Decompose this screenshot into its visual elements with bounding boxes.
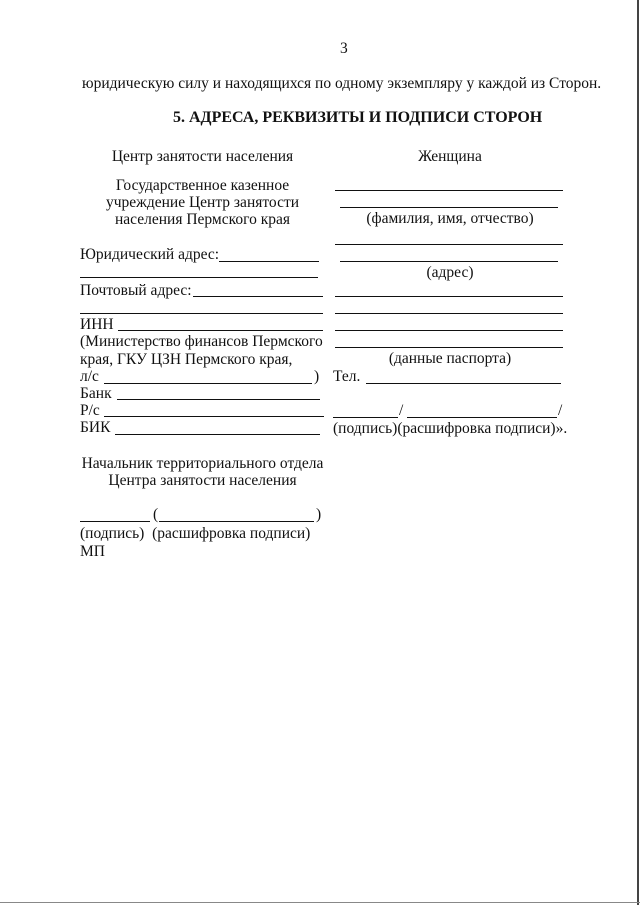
phone-field[interactable] [366, 383, 561, 384]
head-title-line-2: Центра занятости населения [108, 472, 297, 489]
org-name-line-2: учреждение Центр занятости [105, 194, 300, 211]
postal-address-label: Почтовый адрес: [80, 282, 192, 299]
right-sign-caption: (подпись)(расшифровка подписи)». [333, 420, 568, 437]
passport-field-3[interactable] [335, 330, 563, 331]
legal-address-field[interactable] [219, 261, 319, 262]
head-title-line-1: Начальник территориального отдела [81, 455, 324, 472]
ministry-line-1: (Министерство финансов Пермского [80, 333, 323, 350]
slash-2: / [558, 402, 563, 419]
fio-field-1[interactable] [335, 190, 563, 191]
bik-label: БИК [80, 419, 111, 436]
postal-address-field-2[interactable] [80, 313, 323, 314]
page-edge-right [637, 0, 639, 905]
fio-field-2[interactable] [340, 207, 558, 208]
section-title: 5. АДРЕСА, РЕКВИЗИТЫ И ПОДПИСИ СТОРОН [173, 109, 543, 126]
bank-label: Банк [80, 385, 112, 402]
stamp-label: МП [80, 543, 105, 560]
account-label: л/с [80, 368, 99, 385]
passport-field-2[interactable] [335, 313, 563, 314]
inn-label: ИНН [80, 316, 114, 333]
fio-caption: (фамилия, имя, отчество) [366, 210, 534, 227]
page-edge-bottom [0, 902, 640, 903]
inn-field[interactable] [118, 330, 323, 331]
right-signature-field[interactable] [333, 417, 398, 418]
address-field-1[interactable] [335, 244, 563, 245]
passport-caption: (данные паспорта) [388, 350, 512, 367]
account-close-paren: ) [314, 368, 320, 385]
account-field[interactable] [104, 383, 312, 384]
head-signature-decode-field[interactable] [159, 521, 314, 522]
phone-label: Тел. [333, 368, 361, 385]
ministry-line-2: края, ГКУ ЦЗН Пермского края, [80, 351, 293, 368]
bank-field[interactable] [117, 399, 320, 400]
left-heading: Центр занятости населения [111, 148, 294, 165]
org-name-line-3: населения Пермского края [115, 211, 290, 228]
bik-field[interactable] [115, 434, 320, 435]
left-sign-caption: (подпись) (расшифровка подписи) [80, 525, 311, 542]
sign-open-paren: ( [153, 506, 159, 523]
head-signature-field[interactable] [80, 521, 150, 522]
passport-field-4[interactable] [335, 347, 563, 348]
sign-close-paren: ) [316, 506, 322, 523]
intro-line: юридическую силу и находящихся по одному экземпляру у каждой из Сторон. [82, 75, 602, 92]
right-heading: Женщина [418, 148, 482, 165]
legal-address-label: Юридический адрес: [80, 246, 220, 263]
address-caption: (адрес) [426, 264, 474, 281]
org-name-line-1: Государственное казенное [115, 177, 290, 194]
legal-address-field-2[interactable] [80, 277, 318, 278]
page-number: 3 [340, 40, 348, 57]
slash-1: / [399, 402, 404, 419]
right-signature-decode-field[interactable] [407, 417, 557, 418]
settlement-account-field[interactable] [104, 416, 324, 417]
postal-address-field[interactable] [193, 296, 323, 297]
settlement-account-label: Р/с [80, 402, 100, 419]
address-field-2[interactable] [340, 261, 558, 262]
passport-field-1[interactable] [335, 296, 563, 297]
